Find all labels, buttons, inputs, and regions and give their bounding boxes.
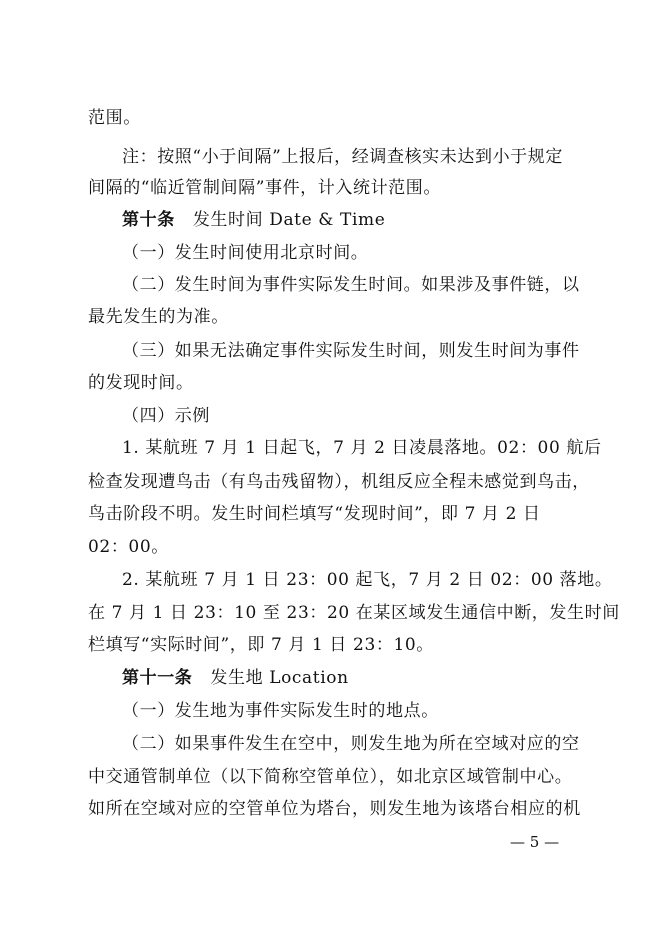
article-11-heading [122,667,349,689]
paragraph-line: （一）发生时间使用北京时间。 [122,243,369,263]
article-10-title: 发生时间 Date & Time [192,210,386,230]
paragraph-line: 中交通管制单位（以下简称空管单位），如北京区域管制中心。 [88,767,573,787]
article-10-label: 第十条 [122,210,175,230]
article-11-title: 发生地 Location [210,668,349,688]
paragraph-line: 注：按照“小于间隔”上报后，经调查核实未达到小于规定 [122,147,563,167]
paragraph-line: 的发现时间。 [88,373,194,393]
paragraph-line: 检查发现遭鸟击（有鸟击残留物），机组反应全程未感觉到鸟击， [88,472,590,492]
paragraph-line: 2. 某航班 7 月 1 日 23：00 起飞，7 月 2 日 02：00 落地。 [122,570,613,590]
paragraph-line: 在 7 月 1 日 23：10 至 23：20 在某区域发生通信中断，发生时间 [88,603,620,623]
paragraph-line: 间隔的“临近管制间隔”事件，计入统计范围。 [88,178,441,198]
article-11-label: 第十一条 [122,668,193,688]
article-10-heading [122,209,385,231]
paragraph-line: （一）发生地为事件实际发生时的地点。 [122,701,439,721]
paragraph-line: 02：00。 [88,537,169,557]
paragraph-line: 1. 某航班 7 月 1 日起飞，7 月 2 日凌晨落地。02：00 航后 [122,438,602,458]
paragraph-line: （二）如果事件发生在空中，则发生地为所在空域对应的空 [122,734,580,754]
paragraph-line: 鸟击阶段不明。发生时间栏填写“发现时间”，即 7 月 2 日 [88,504,541,524]
paragraph-line: （三）如果无法确定事件实际发生时间，则发生时间为事件 [122,341,580,361]
paragraph-line: 栏填写“实际时间”，即 7 月 1 日 23：10。 [88,635,434,655]
paragraph-line: 范围。 [88,108,141,128]
page-number: — 5 — [510,833,560,851]
paragraph-line: （四）示例 [122,406,210,426]
paragraph-line: 最先发生的为准。 [88,307,229,327]
paragraph-line: 如所在空域对应的空管单位为塔台，则发生地为该塔台相应的机 [88,799,581,819]
paragraph-line: （二）发生时间为事件实际发生时间。如果涉及事件链，以 [122,275,580,295]
